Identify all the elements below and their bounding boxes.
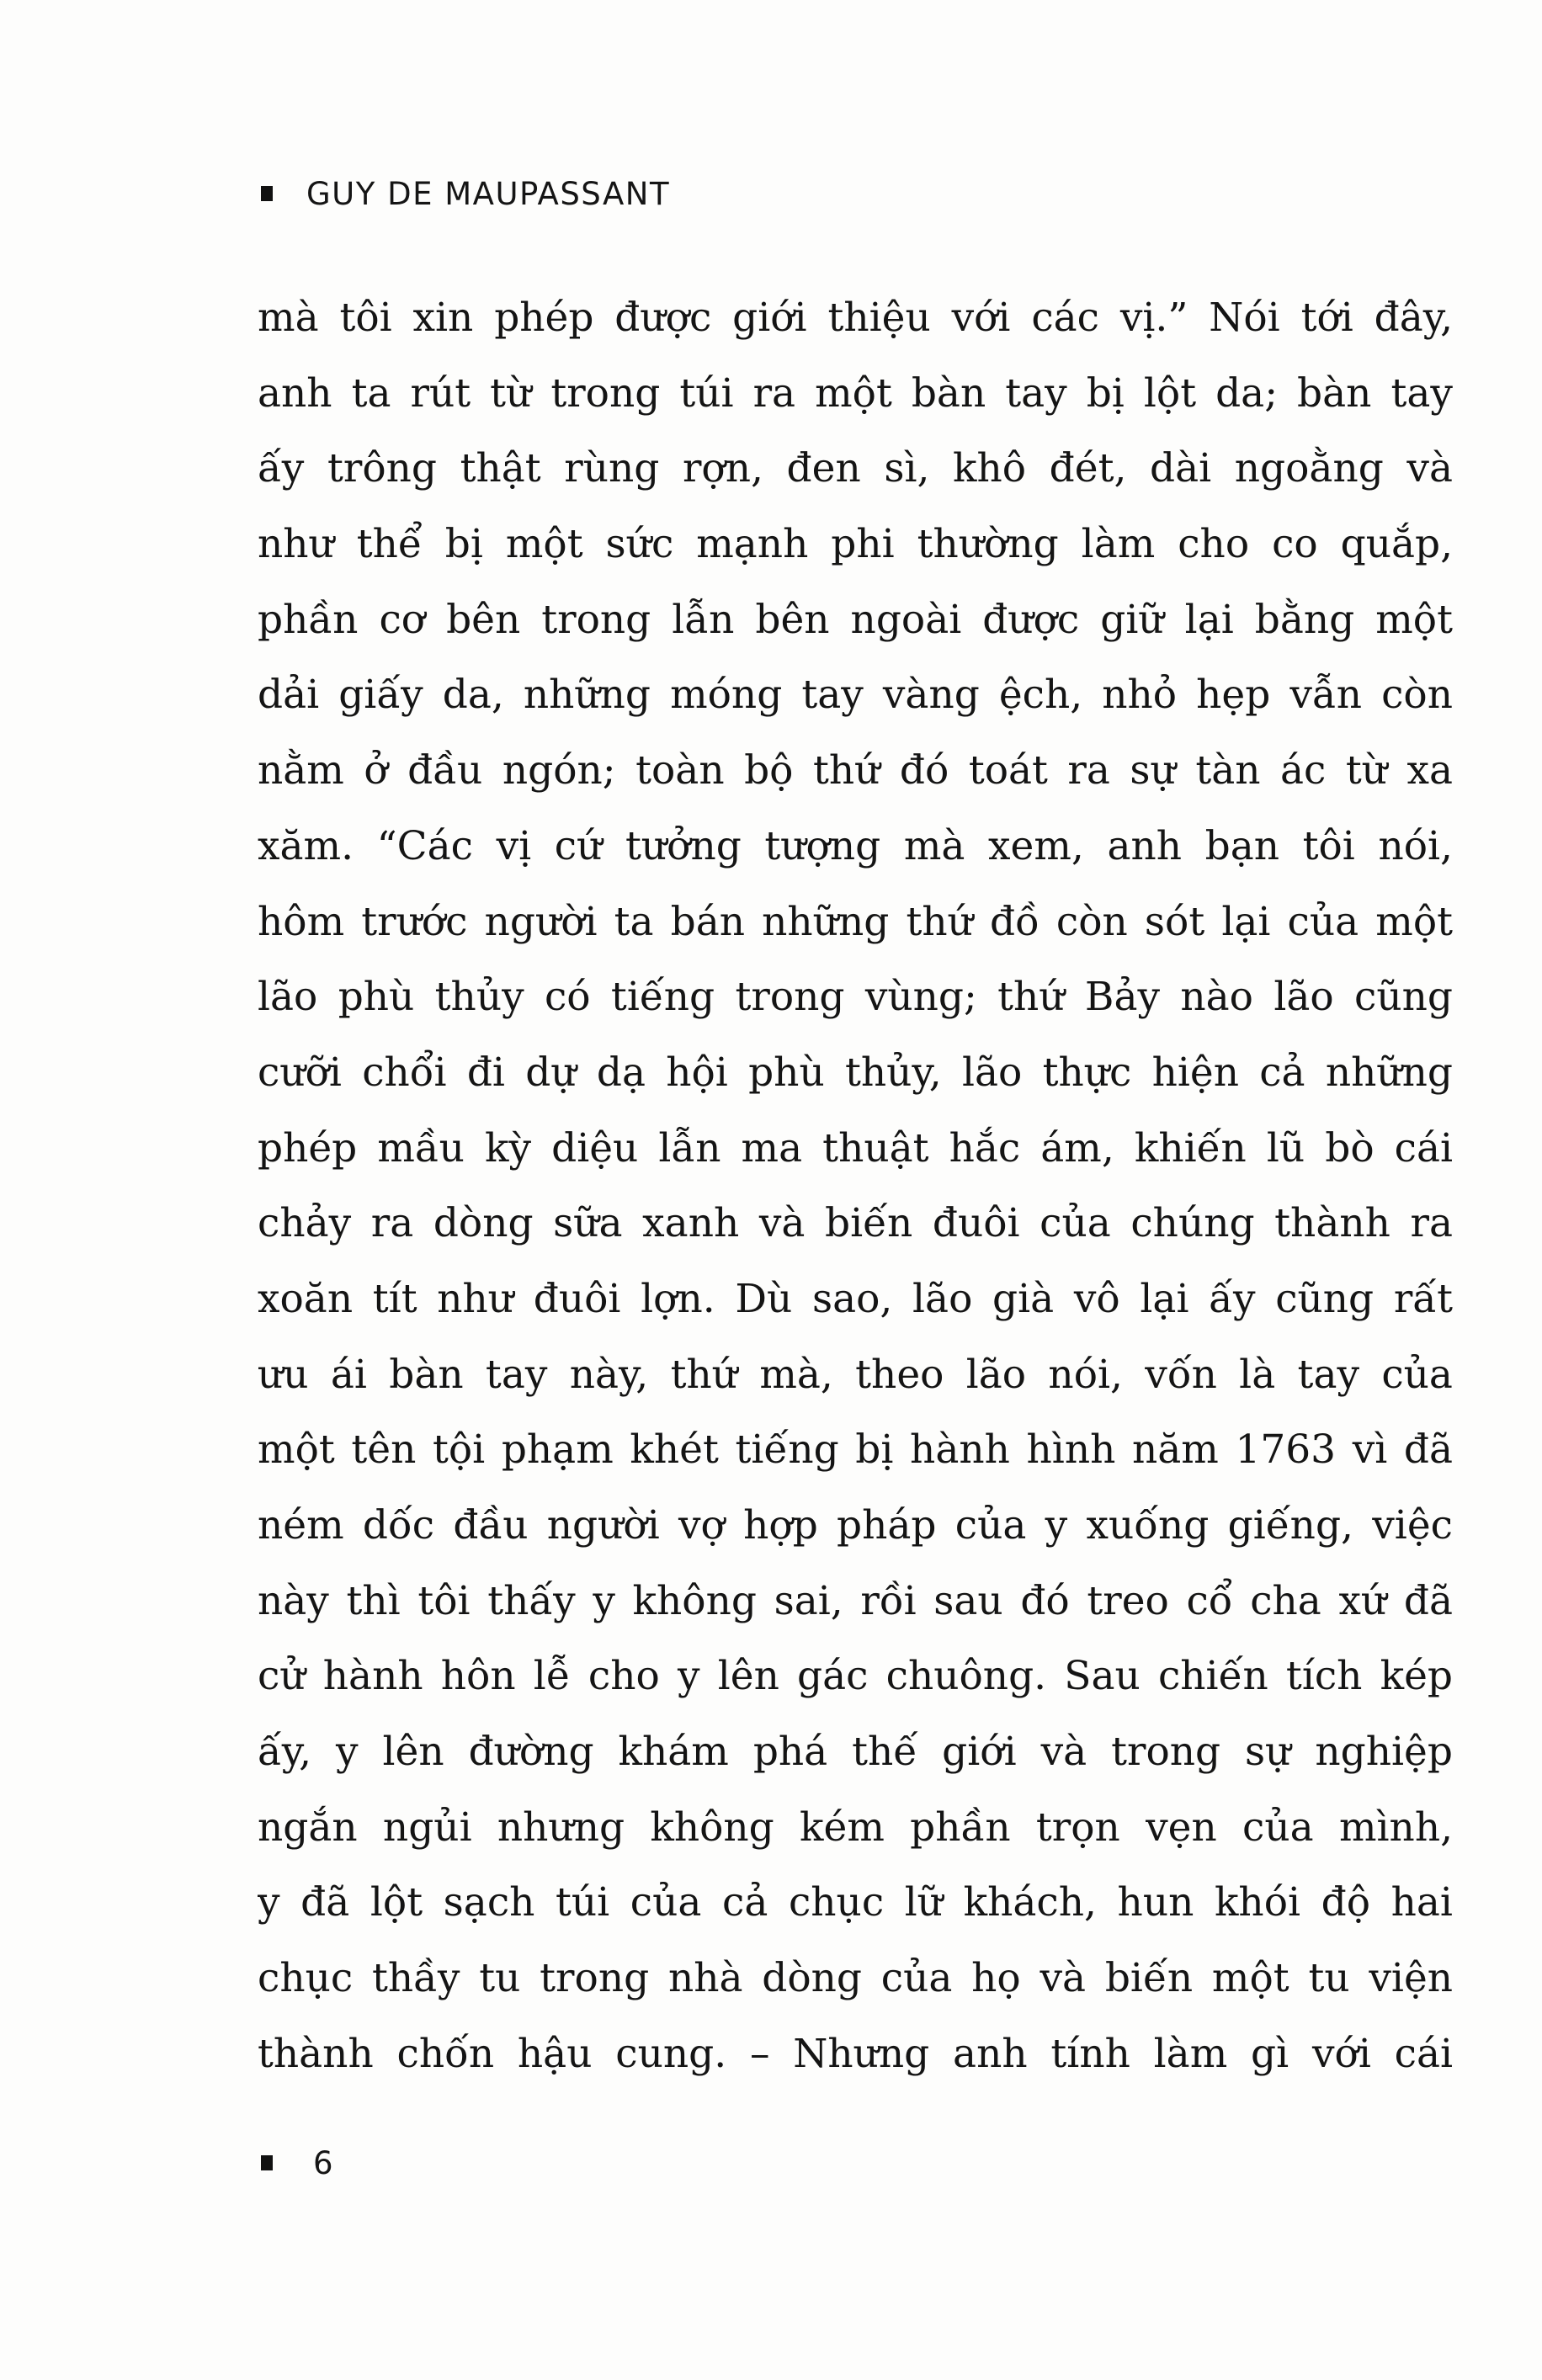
text-line: như thể bị một sức mạnh phi thường làm cho co quắp,	[258, 521, 1453, 568]
running-head: GUY DE MAUPASSANT	[306, 175, 671, 212]
text-line: y đã lột sạch túi của cả chục lữ khách, hun khói độ hai	[258, 1879, 1453, 1926]
footer-bullet-icon	[261, 2155, 273, 2170]
text-line: anh ta rút từ trong túi ra một bàn tay bị lột da; bàn tay	[258, 369, 1453, 417]
page-header	[261, 168, 670, 219]
text-line: ấy trông thật rùng rợn, đen sì, khô đét, dài ngoằng và	[258, 445, 1453, 492]
header-bullet-icon	[261, 186, 273, 201]
text-line: ngắn ngủi nhưng không kém phần trọn vẹn của mình,	[258, 1804, 1453, 1851]
text-line: lão phù thủy có tiếng trong vùng; thứ Bảy nào lão cũng	[258, 974, 1453, 1021]
text-line: này thì tôi thấy y không sai, rồi sau đó treo cổ cha xứ đã	[258, 1577, 1453, 1624]
text-line: mà tôi xin phép được giới thiệu với các vị.” Nói tới đây,	[258, 295, 1453, 341]
text-line: hôm trước người ta bán những thứ đồ còn sót lại của một	[258, 898, 1453, 945]
text-line: cưỡi chổi đi dự dạ hội phù thủy, lão thực hiện cả những	[258, 1049, 1453, 1096]
text-line: ném dốc đầu người vợ hợp pháp của y xuống giếng, việc	[258, 1502, 1453, 1549]
text-line: cử hành hôn lễ cho y lên gác chuông. Sau chiến tích kép	[258, 1653, 1453, 1700]
text-line: chảy ra dòng sữa xanh và biến đuôi của chúng thành ra	[258, 1200, 1453, 1247]
text-line: ấy, y lên đường khám phá thế giới và trong sự nghiệp	[258, 1729, 1453, 1776]
text-line: xoăn tít như đuôi lợn. Dù sao, lão già vô lại ấy cũng rất	[258, 1275, 1453, 1322]
text-line: nằm ở đầu ngón; toàn bộ thứ đó toát ra sự tàn ác từ xa	[258, 747, 1453, 794]
text-line: xăm. “Các vị cứ tưởng tượng mà xem, anh bạn tôi nói,	[258, 822, 1453, 869]
page-number: 6	[313, 2144, 333, 2181]
text-line: chục thầy tu trong nhà dòng của họ và biến một tu viện	[258, 1955, 1453, 2002]
text-line: một tên tội phạm khét tiếng bị hành hình năm 1763 vì đã	[258, 1426, 1453, 1474]
text-line: ưu ái bàn tay này, thứ mà, theo lão nói, vốn là tay của	[258, 1351, 1453, 1398]
text-line: dải giấy da, những móng tay vàng ệch, nhỏ hẹp vẫn còn	[258, 672, 1453, 719]
text-line: phép mầu kỳ diệu lẫn ma thuật hắc ám, khiến lũ bò cái	[258, 1124, 1453, 1171]
text-line: thành chốn hậu cung. – Nhưng anh tính làm gì với cái	[258, 2030, 1453, 2077]
page-footer	[261, 2138, 333, 2188]
body-text	[258, 280, 1453, 2092]
text-line: phần cơ bên trong lẫn bên ngoài được giữ lại bằng một	[258, 596, 1453, 643]
